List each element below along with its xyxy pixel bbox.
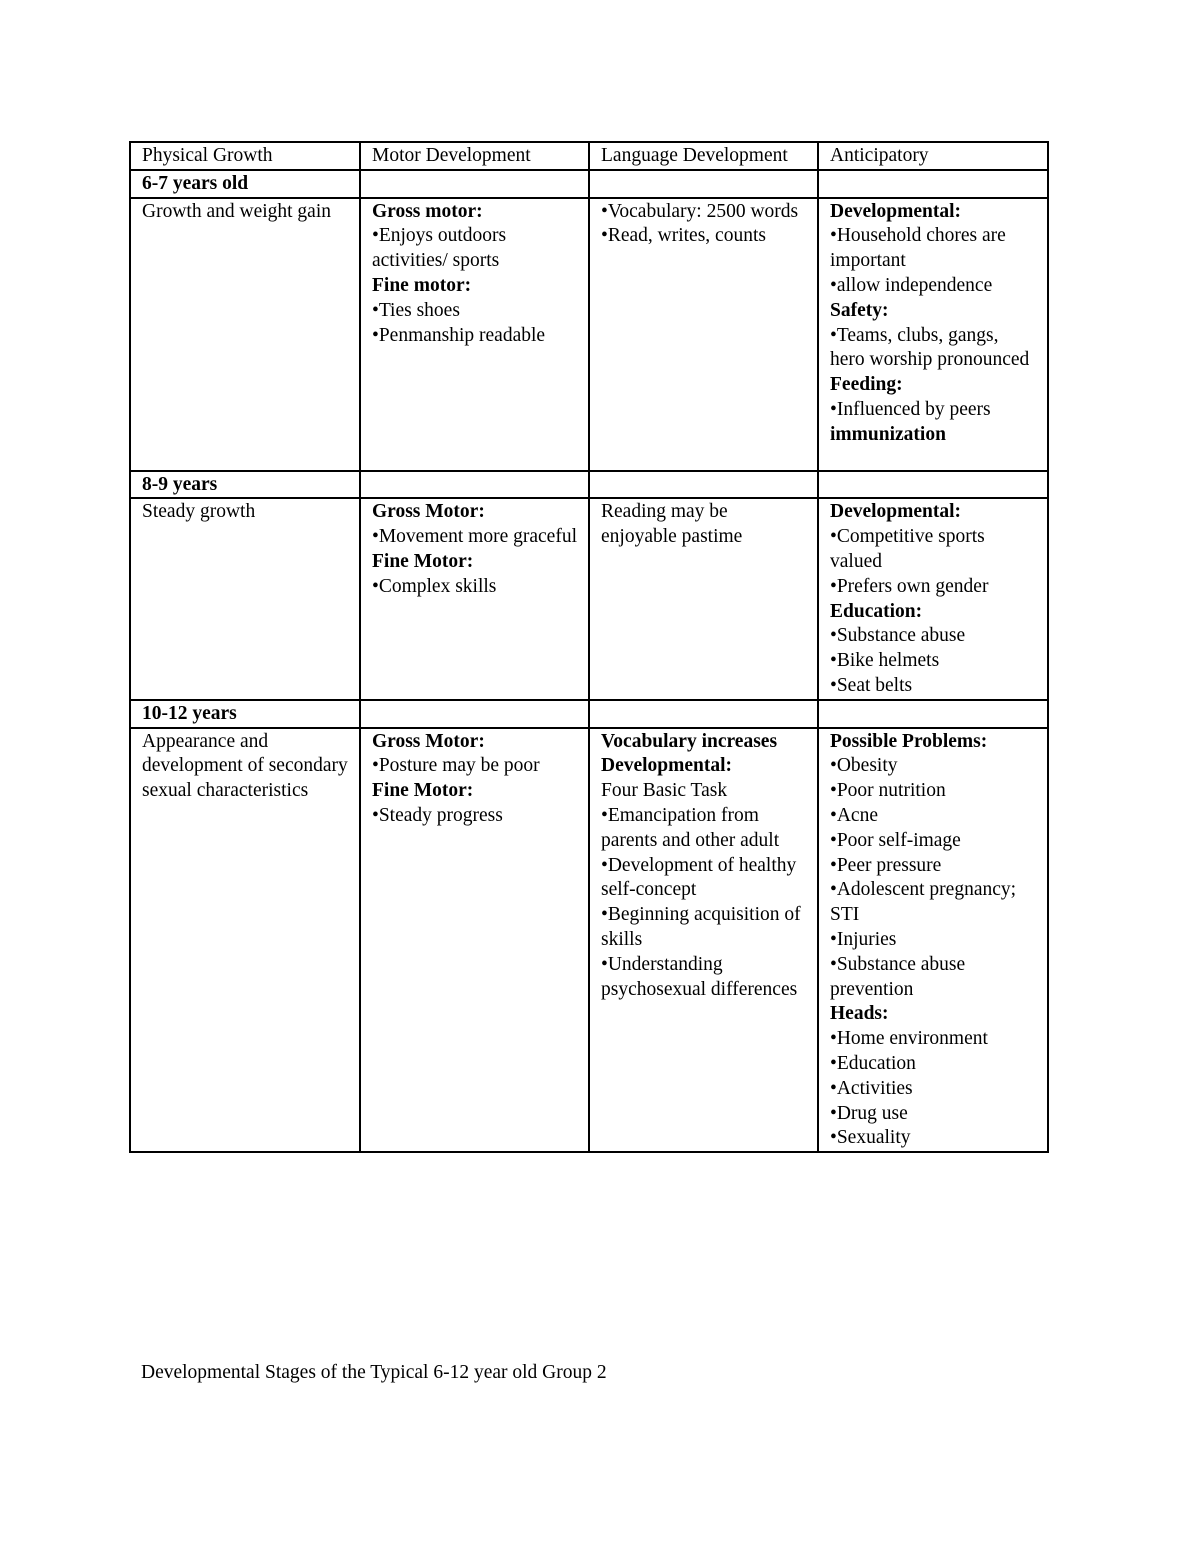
cell-list-item: •Beginning acquisition of skills	[601, 904, 801, 950]
empty-cell	[360, 700, 589, 728]
content-row	[130, 498, 1048, 699]
cell-subheading: Vocabulary increases	[601, 730, 778, 752]
cell-list-item: •Adolescent pregnancy; STI	[830, 879, 1017, 926]
cell-list-item: •Movement more graceful	[372, 526, 577, 548]
cell-list-item: Four Basic Task	[601, 780, 728, 802]
content-row	[130, 728, 1048, 1153]
cell-list-item: •Home environment	[830, 1028, 988, 1050]
cell-subheading: Safety:	[830, 299, 889, 321]
anticipatory-cell	[818, 728, 1048, 1153]
cell-list-item: •Teams, clubs, gangs, hero worship pronounced	[830, 324, 1030, 371]
cell-list-item: •Penmanship readable	[372, 324, 546, 346]
physical-growth-cell: Growth and weight gain	[130, 198, 360, 471]
cell-subheading: Developmental:	[601, 755, 733, 777]
cell-list-item: •Poor nutrition	[830, 780, 946, 802]
empty-cell	[818, 700, 1048, 728]
page-footer: Developmental Stages of the Typical 6-12 year old Group 2	[141, 1362, 607, 1383]
physical-growth-cell: Appearance and development of secondary sexual characteristics	[130, 728, 360, 1153]
empty-cell	[360, 471, 589, 499]
header-cell-anticipatory: Anticipatory	[818, 142, 1048, 170]
cell-list-item: •Obesity	[830, 755, 898, 777]
cell-list-item: •Emancipation from parents and other adult	[601, 804, 780, 851]
cell-list-item: •Injuries	[830, 928, 897, 950]
motor-development-cell	[360, 498, 589, 699]
cell-list-item: •Development of healthy self-concept	[601, 854, 797, 901]
header-cell-language-development: Language Development	[589, 142, 818, 170]
cell-list-item: •Substance abuse	[830, 625, 966, 647]
motor-development-cell	[360, 198, 589, 471]
cell-list-item: •Substance abuse prevention	[830, 953, 966, 1000]
cell-list-item: •Education	[830, 1052, 916, 1074]
anticipatory-cell	[818, 498, 1048, 699]
cell-subheading: Fine Motor:	[372, 550, 474, 572]
cell-list-item: •Complex skills	[372, 575, 497, 597]
header-row	[130, 142, 1048, 170]
cell-list-item: •Posture may be poor	[372, 755, 540, 777]
empty-cell	[589, 471, 818, 499]
empty-cell	[818, 170, 1048, 198]
physical-growth-cell: Steady growth	[130, 498, 360, 699]
anticipatory-cell	[818, 198, 1048, 471]
cell-subheading: Gross Motor:	[372, 730, 485, 752]
content-row	[130, 198, 1048, 471]
header-cell-physical-growth: Physical Growth	[130, 142, 360, 170]
cell-subheading: Developmental:	[830, 501, 962, 523]
cell-list-item: •Household chores are important	[830, 225, 1006, 272]
cell-subheading: Education:	[830, 600, 923, 622]
age-label: 10-12 years	[130, 700, 360, 728]
age-row	[130, 471, 1048, 499]
cell-list-item: •Drug use	[830, 1102, 908, 1124]
age-label: 6-7 years old	[130, 170, 360, 198]
cell-list-item: •Poor self-image	[830, 829, 961, 851]
cell-list-item: •Influenced by peers	[830, 398, 991, 420]
cell-subheading: Gross Motor:	[372, 501, 485, 523]
cell-subheading: Developmental:	[830, 200, 962, 222]
age-label: 8-9 years	[130, 471, 360, 499]
cell-list-item: •Read, writes, counts	[601, 225, 766, 247]
cell-list-item: •Peer pressure	[830, 854, 942, 876]
cell-list-item: •Acne	[830, 804, 878, 826]
language-development-cell	[589, 198, 818, 471]
cell-subheading: Fine motor:	[372, 274, 472, 296]
motor-development-cell	[360, 728, 589, 1153]
cell-subheading: Gross motor:	[372, 200, 483, 222]
header-cell-motor-development: Motor Development	[360, 142, 589, 170]
empty-cell	[589, 170, 818, 198]
cell-list-item: •Understanding psychosexual differences	[601, 953, 798, 1000]
cell-list-item: •Ties shoes	[372, 299, 460, 321]
cell-list-item: •Seat belts	[830, 674, 913, 696]
empty-cell	[589, 700, 818, 728]
cell-list-item: •Bike helmets	[830, 650, 940, 672]
cell-list-item: •allow independence	[830, 274, 993, 296]
cell-subheading: Possible Problems:	[830, 730, 988, 752]
cell-subheading: immunization	[830, 423, 946, 445]
cell-list-item: •Competitive sports valued	[830, 526, 985, 572]
cell-list-item: •Steady progress	[372, 804, 503, 826]
cell-list-item: •Prefers own gender	[830, 575, 989, 597]
age-row	[130, 700, 1048, 728]
cell-list-item: •Sexuality	[830, 1127, 911, 1149]
empty-cell	[360, 170, 589, 198]
cell-list-item: •Activities	[830, 1077, 913, 1099]
language-development-cell	[589, 498, 818, 699]
cell-subheading: Heads:	[830, 1003, 889, 1025]
development-table	[129, 141, 1049, 1153]
age-row	[130, 170, 1048, 198]
cell-subheading: Fine Motor:	[372, 780, 474, 802]
empty-cell	[818, 471, 1048, 499]
cell-list-item: •Enjoys outdoors activities/ sports	[372, 225, 507, 272]
cell-list-item: •Vocabulary: 2500 words	[601, 200, 799, 222]
language-development-cell	[589, 728, 818, 1153]
cell-list-item: Reading may be enjoyable pastime	[601, 501, 743, 548]
cell-subheading: Feeding:	[830, 374, 903, 396]
